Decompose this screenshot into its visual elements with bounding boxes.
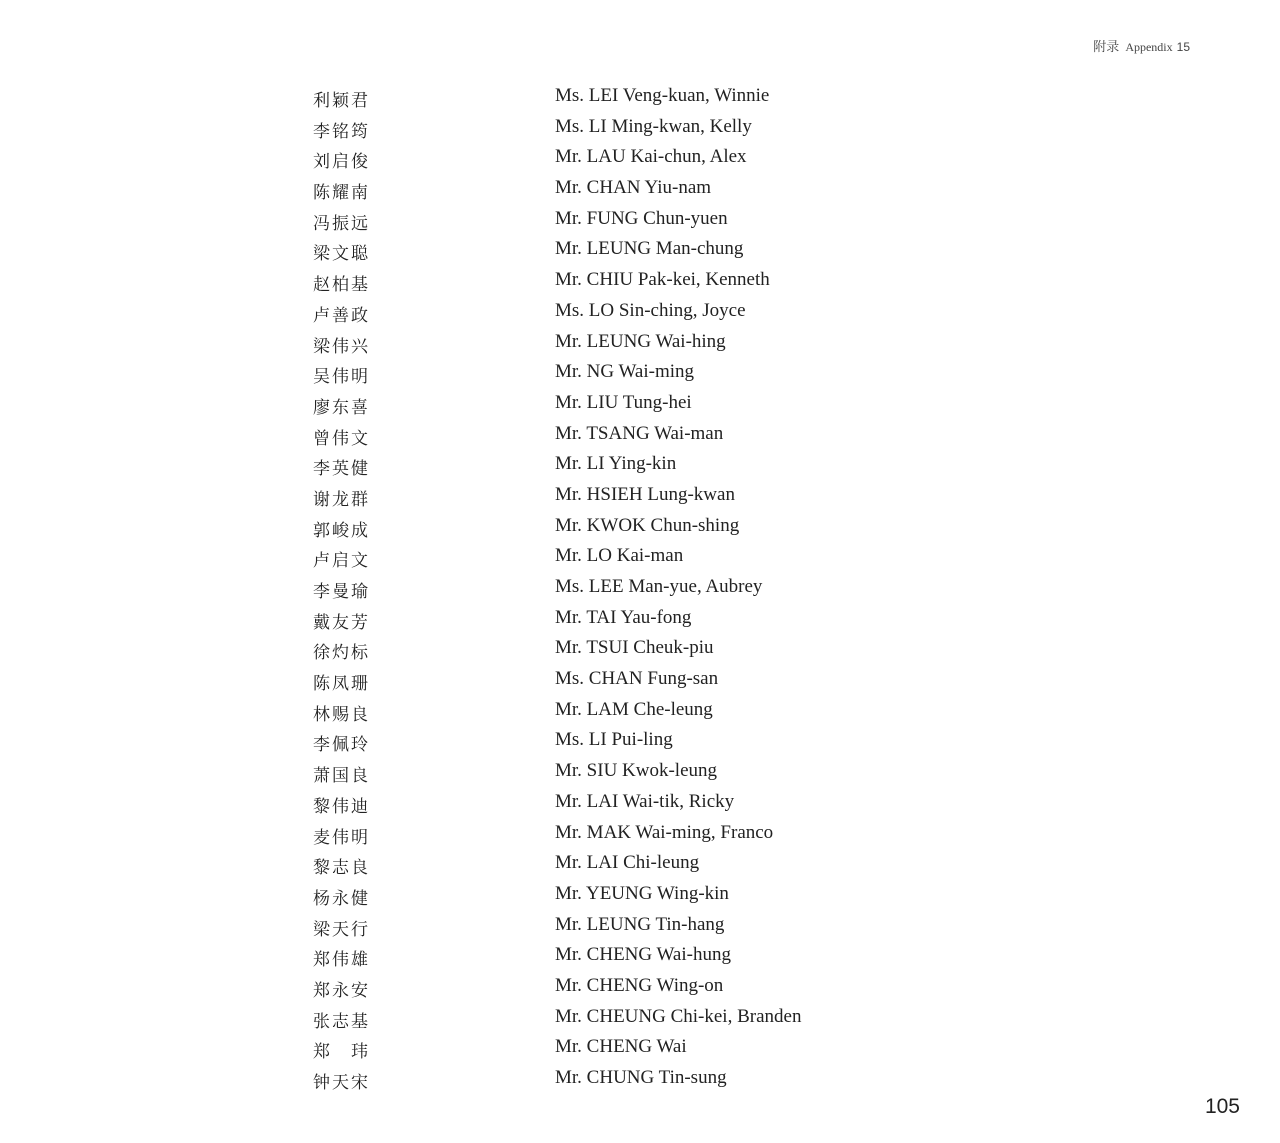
list-item: [0, 143, 1280, 174]
list-item: [0, 696, 1280, 727]
english-name: Ms. LI Pui-ling: [555, 729, 673, 751]
english-name: Mr. LO Kai-man: [555, 545, 684, 567]
english-name: Mr. LI Ying-kin: [555, 453, 677, 475]
chinese-name: 卢启文: [313, 551, 370, 572]
english-name: Ms. LO Sin-ching, Joyce: [555, 299, 746, 321]
english-name: Mr. LEUNG Man-chung: [555, 238, 744, 260]
list-item: [0, 941, 1280, 972]
list-item: [0, 573, 1280, 604]
chinese-name: 黎志良: [313, 858, 370, 879]
english-name: Mr. MAK Wai-ming, Franco: [555, 821, 774, 843]
english-name: Mr. NG Wai-ming: [555, 361, 695, 383]
chinese-name: 利颖君: [313, 91, 370, 111]
english-name: Mr. HSIEH Lung-kwan: [555, 483, 735, 505]
list-item: [0, 235, 1280, 266]
english-name: Mr. CHENG Wing-on: [555, 974, 724, 996]
chinese-name: 刘启俊: [313, 152, 370, 173]
chinese-name: 郑伟雄: [313, 950, 370, 971]
list-item: [0, 205, 1280, 236]
chinese-name: 李曼瑜: [313, 582, 370, 602]
chinese-name: 黎伟迪: [313, 796, 370, 817]
english-name: Mr. CHUNG Tin-sung: [555, 1067, 727, 1088]
list-item: [0, 1033, 1280, 1064]
list-item: [0, 174, 1280, 205]
list-item: [0, 358, 1280, 389]
list-item: [0, 297, 1280, 328]
page-number: 105: [1204, 1095, 1240, 1118]
list-item: [0, 389, 1280, 420]
chinese-name: 郑永安: [313, 980, 370, 1001]
chinese-name: 赵柏基: [313, 275, 370, 296]
header-label-english: Appendix: [1125, 40, 1173, 54]
english-name: Ms. CHAN Fung-san: [555, 668, 719, 690]
chinese-name: 梁伟兴: [313, 336, 370, 357]
chinese-name: 陈凤珊: [313, 674, 370, 695]
header-appendix-number: 15: [1176, 40, 1190, 54]
chinese-name: 陈耀南: [313, 183, 370, 204]
list-item: [0, 450, 1280, 481]
chinese-name: 卢善政: [313, 305, 370, 326]
chinese-name: 麦伟明: [313, 827, 370, 848]
chinese-name: 李英健: [313, 459, 370, 480]
list-item: [0, 328, 1280, 359]
chinese-name: 张志基: [313, 1011, 370, 1032]
english-name: Mr. SIU Kwok-leung: [555, 760, 718, 782]
running-header: [1093, 36, 1190, 55]
list-item: [0, 788, 1280, 819]
chinese-name: 吴伟明: [313, 367, 370, 388]
list-item: [0, 634, 1280, 665]
english-name: Mr. LAU Kai-chun, Alex: [555, 146, 747, 168]
list-item: [0, 420, 1280, 451]
english-name: Mr. KWOK Chun-shing: [555, 514, 740, 536]
english-name: Mr. CHAN Yiu-nam: [555, 177, 712, 199]
english-name: Mr. FUNG Chun-yuen: [555, 207, 728, 229]
list-item: [0, 665, 1280, 696]
english-name: Mr. LIU Tung-hei: [555, 391, 692, 413]
english-name: Mr. LEUNG Wai-hing: [555, 330, 726, 352]
english-name: Mr. LAI Chi-leung: [555, 852, 700, 874]
chinese-name: 萧国良: [313, 766, 370, 787]
list-item: [0, 757, 1280, 788]
english-name: Ms. LI Ming-kwan, Kelly: [555, 115, 752, 137]
name-list: [0, 82, 1280, 1095]
english-name: Mr. CHEUNG Chi-kei, Branden: [555, 1005, 802, 1027]
english-name: Mr. YEUNG Wing-kin: [555, 882, 729, 904]
english-name: Mr. CHIU Pak-kei, Kenneth: [555, 269, 770, 291]
list-item: [0, 819, 1280, 850]
chinese-name: 林赐良: [313, 704, 370, 725]
list-item: [0, 880, 1280, 911]
list-item: [0, 113, 1280, 144]
list-item: [0, 266, 1280, 297]
english-name: Mr. TAI Yau-fong: [555, 606, 692, 628]
list-item: [0, 604, 1280, 635]
english-name: Mr. TSANG Wai-man: [555, 422, 724, 444]
english-name: Mr. TSUI Cheuk-piu: [555, 637, 714, 659]
chinese-name: 徐灼标: [313, 643, 370, 664]
list-item: [0, 1003, 1280, 1034]
english-name: Mr. LAI Wai-tik, Ricky: [555, 790, 735, 812]
chinese-name: 冯振远: [313, 213, 370, 234]
list-item: [0, 726, 1280, 757]
chinese-name: 戴友芳: [313, 612, 370, 633]
chinese-name: 谢龙群: [313, 489, 370, 510]
list-item: [0, 972, 1280, 1003]
list-item: [0, 481, 1280, 512]
english-name: Ms. LEE Man-yue, Aubrey: [555, 576, 763, 597]
chinese-name: 廖东喜: [313, 397, 370, 418]
list-item: [0, 512, 1280, 543]
chinese-name: 郭峻成: [313, 520, 370, 541]
english-name: Mr. CHENG Wai: [555, 1036, 687, 1058]
list-item: [0, 849, 1280, 880]
chinese-name: 梁天行: [313, 919, 370, 940]
header-label-chinese: 附录: [1093, 40, 1120, 55]
english-name: Mr. LAM Che-leung: [555, 698, 713, 720]
english-name: Ms. LEI Veng-kuan, Winnie: [555, 85, 770, 106]
chinese-name: 梁文聪: [313, 244, 370, 265]
chinese-name: 曾伟文: [313, 428, 370, 449]
chinese-name: 钟天宋: [313, 1073, 370, 1093]
chinese-name: 杨永健: [313, 888, 370, 909]
english-name: Mr. LEUNG Tin-hang: [555, 913, 725, 935]
chinese-name: 郑 玮: [313, 1042, 370, 1063]
list-item: [0, 542, 1280, 573]
english-name: Mr. CHENG Wai-hung: [555, 944, 731, 966]
list-item: [0, 911, 1280, 942]
list-item: [0, 1064, 1280, 1095]
list-item: [0, 82, 1280, 113]
chinese-name: 李铭筠: [313, 121, 370, 142]
chinese-name: 李佩玲: [313, 735, 370, 756]
